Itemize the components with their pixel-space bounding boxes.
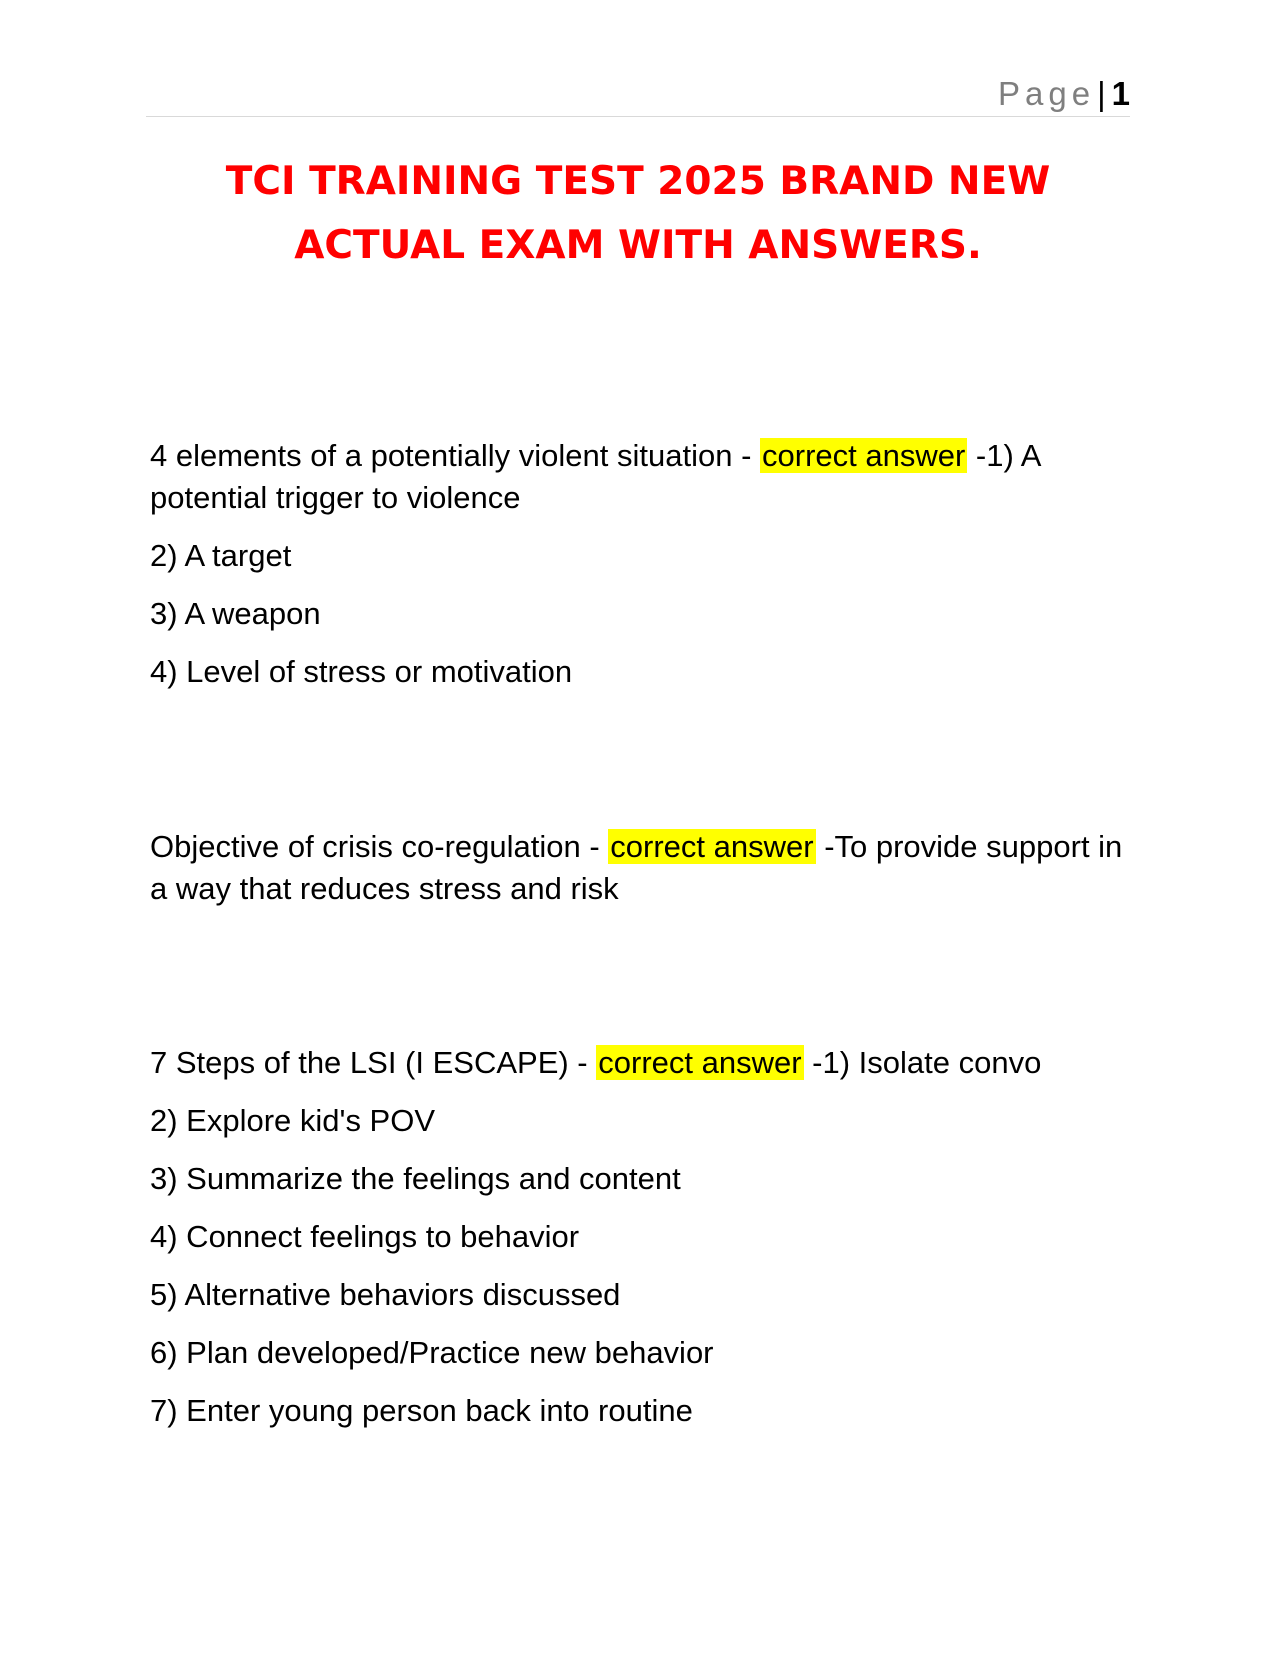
answer-text: -To provide support in a way that reduces stress and risk	[150, 829, 1123, 906]
answer-item: 5) Alternative behaviors discussed	[150, 1277, 621, 1312]
correct-answer-highlight: correct answer	[598, 1045, 802, 1080]
qa-question-line	[150, 826, 1130, 910]
qa-block-2	[150, 826, 1130, 910]
answer-text: -1) A potential trigger to violence	[150, 438, 1040, 515]
page-separator: |	[1097, 75, 1106, 112]
answer-item: 2) Explore kid's POV	[150, 1103, 436, 1138]
answer-text: -1) Isolate convo	[803, 1045, 1042, 1080]
answer-item: 7) Enter young person back into routine	[150, 1393, 693, 1428]
answer-item: 2) A target	[150, 538, 292, 573]
qa-block-1	[150, 435, 1130, 693]
page-number: 1	[1111, 75, 1130, 112]
title-line-1: TCI TRAINING TEST 2025 BRAND NEW	[225, 159, 1051, 204]
document-title	[146, 150, 1130, 278]
qa-question-line	[150, 435, 1130, 519]
answer-item: 3) A weapon	[150, 596, 321, 631]
question-text: Objective of crisis co-regulation -	[150, 829, 609, 864]
page-header	[146, 72, 1130, 117]
page-label: Page	[997, 75, 1096, 112]
answer-item: 4) Connect feelings to behavior	[150, 1219, 580, 1254]
answer-item: 6) Plan developed/Practice new behavior	[150, 1335, 714, 1370]
correct-answer-highlight: correct answer	[610, 829, 814, 864]
answer-item: 3) Summarize the feelings and content	[150, 1161, 681, 1196]
title-line-2: ACTUAL EXAM WITH ANSWERS.	[294, 223, 982, 268]
qa-question-line	[150, 1042, 1130, 1084]
question-text: 7 Steps of the LSI (I ESCAPE) -	[150, 1045, 597, 1080]
question-text: 4 elements of a potentially violent situation -	[150, 438, 761, 473]
qa-block-3	[150, 1042, 1130, 1432]
correct-answer-highlight: correct answer	[762, 438, 966, 473]
answer-item: 4) Level of stress or motivation	[150, 654, 573, 689]
